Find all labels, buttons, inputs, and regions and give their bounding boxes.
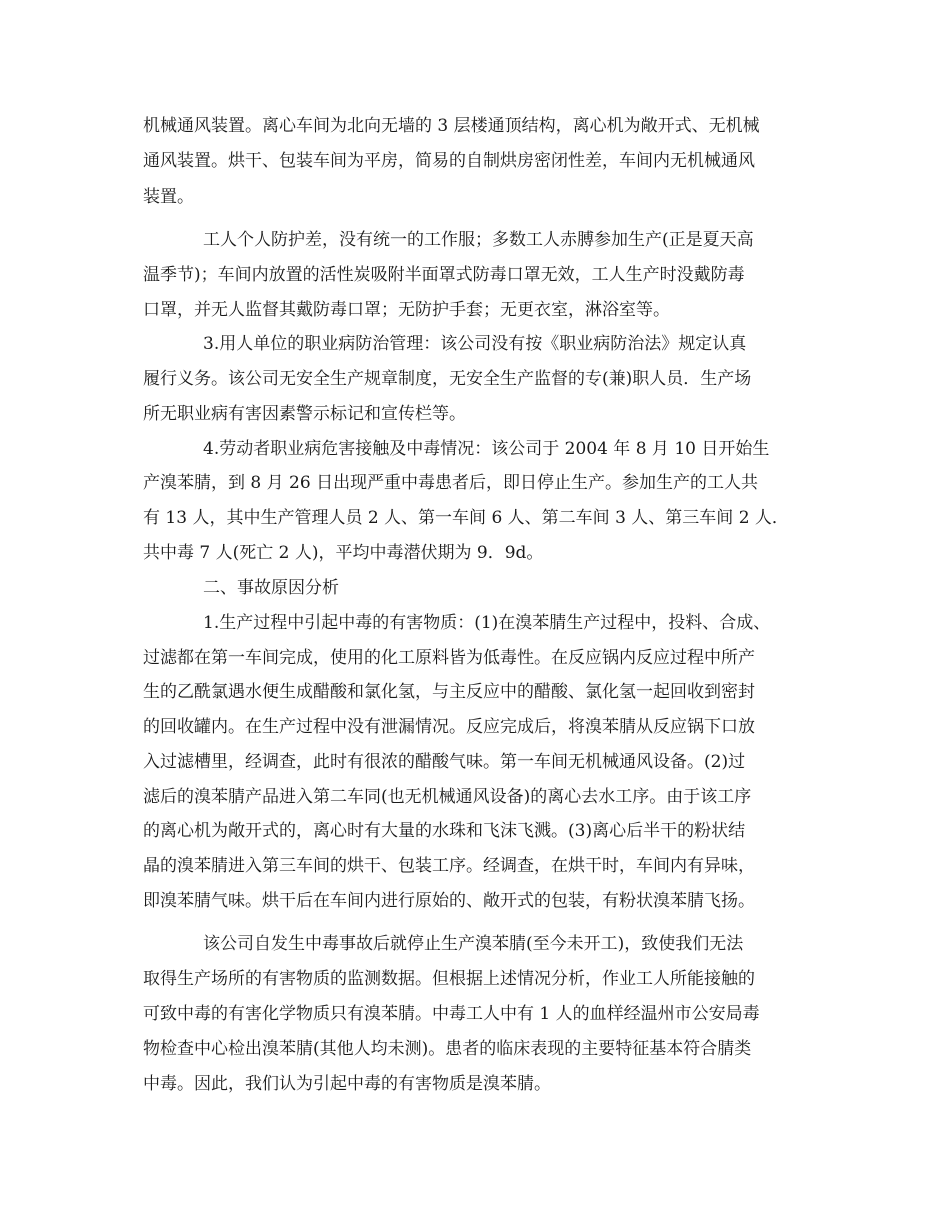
- text-line: 即溴苯腈气味。烘干后在车间内进行原始的、敞开式的包装，有粉状溴苯腈飞扬。: [143, 891, 755, 911]
- text-line: 装置。: [143, 187, 194, 207]
- text-line: 机械通风装置。离心车间为北向无墙的 3 层楼通顶结构，离心机为敞开式、无机械: [143, 116, 760, 136]
- text-line: 的回收罐内。在生产过程中没有泄漏情况。反应完成后，将溴苯腈从反应锅下口放: [143, 717, 755, 737]
- text-line: 晶的溴苯腈进入第三车间的烘干、包装工序。经调查，在烘干时，车间内有异味，: [143, 856, 755, 876]
- text-line: 物检查中心检出溴苯腈(其他人均未测)。患者的临床表现的主要特征基本符合腈类: [143, 1039, 752, 1059]
- text-line: 中毒。因此，我们认为引起中毒的有害物质是溴苯腈。: [143, 1074, 551, 1094]
- text-line: 工人个人防护差，没有统一的工作服；多数工人赤膊参加生产(正是夏天高: [203, 230, 754, 250]
- text-line: 入过滤槽里，经调查，此时有很浓的醋酸气味。第一车间无机械通风设备。(2)过: [143, 752, 746, 772]
- text-line: 滤后的溴苯腈产品进入第二车同(也无机械通风设备)的离心去水工序。由于该工序: [143, 787, 752, 807]
- text-line: 温季节)；车间内放置的活性炭吸附半面罩式防毒口罩无效，工人生产时没戴防毒: [143, 265, 745, 285]
- text-line: 共中毒 7 人(死亡 2 人)，平均中毒潜伏期为 9．9d。: [143, 543, 544, 563]
- text-line: 3.用人单位的职业病防治管理：该公司没有按《职业病防治法》规定认真: [203, 334, 747, 354]
- text-line: 该公司自发生中毒事故后就停止生产溴苯腈(至今未开工)，致使我们无法: [203, 934, 744, 954]
- text-line: 口罩，并无人监督其戴防毒口罩；无防护手套；无更衣室，淋浴室等。: [143, 300, 670, 320]
- text-line: 1.生产过程中引起中毒的有害物质：(1)在溴苯腈生产过程中，投料、合成、: [203, 613, 771, 633]
- text-line: 生的乙酰氯遇水便生成醋酸和氯化氢，与主反应中的醋酸、氯化氢一起回收到密封: [143, 682, 755, 702]
- text-line: 的离心机为敞开式的，离心时有大量的水珠和飞沫飞溅。(3)离心后半干的粉状结: [143, 821, 746, 841]
- text-line: 4.劳动者职业病危害接触及中毒情况：该公司于 2004 年 8 月 10 日开始生: [203, 439, 770, 459]
- text-line: 通风装置。烘干、包装车间为平房，简易的自制烘房密闭性差，车间内无机械通风: [143, 151, 755, 171]
- section-heading: 二、事故原因分析: [203, 578, 339, 598]
- text-line: 所无职业病有害因素警示标记和宣传栏等。: [143, 404, 466, 424]
- text-line: 履行义务。该公司无安全生产规章制度，无安全生产监督的专(兼)职人员．生产场: [143, 369, 752, 389]
- text-line: 有 13 人，其中生产管理人员 2 人、第一车间 6 人、第二车间 3 人、第三车间 2 人．: [143, 508, 789, 528]
- text-line: 过滤都在第一车间完成，使用的化工原料皆为低毒性。在反应锅内反应过程中所产: [143, 648, 755, 668]
- text-line: 取得生产场所的有害物质的监测数据。但根据上述情况分析，作业工人所能接触的: [143, 969, 755, 989]
- text-line: 可致中毒的有害化学物质只有溴苯腈。中毒工人中有 1 人的血样经温州市公安局毒: [143, 1004, 760, 1024]
- text-line: 产溴苯腈，到 8 月 26 日出现严重中毒患者后，即日停止生产。参加生产的工人共: [143, 473, 759, 493]
